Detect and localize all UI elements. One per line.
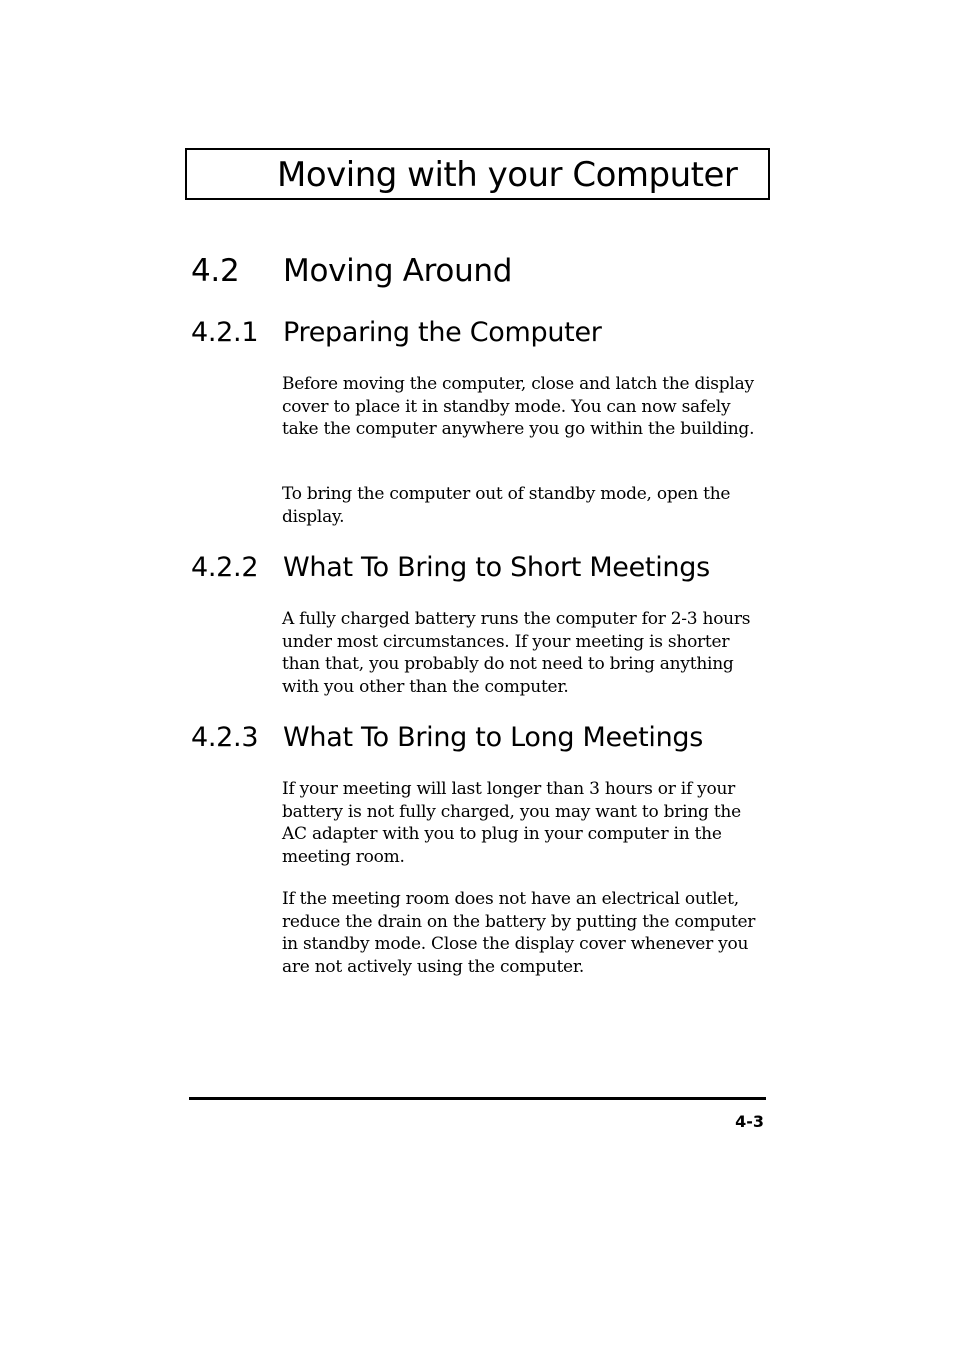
section-title: Moving Around bbox=[283, 253, 513, 289]
subsection-heading-preparing bbox=[191, 317, 602, 349]
subsection-title: Preparing the Computer bbox=[283, 317, 602, 348]
paragraph: Before moving the computer, close and latch the display cover to place it in standby mode. You can now safely take the computer anywhere you go within the building. bbox=[282, 374, 755, 440]
paragraph: If your meeting will last longer than 3 hours or if your battery is not fully charged, you may want to bring the AC adapter with you to plug in your computer in the meeting room. bbox=[282, 779, 741, 868]
paragraph: To bring the computer out of standby mode, open the display. bbox=[282, 484, 731, 527]
subsection-number: 4.2.3 bbox=[191, 722, 259, 753]
section-number: 4.2 bbox=[191, 253, 240, 289]
chapter-header-box bbox=[185, 148, 770, 200]
subsection-heading-short-meetings bbox=[191, 552, 710, 584]
subsection-title: What To Bring to Short Meetings bbox=[283, 552, 710, 583]
section-heading bbox=[191, 253, 513, 289]
paragraph: If the meeting room does not have an electrical outlet, reduce the drain on the battery by putting the computer in standby mode. Close the display cover whenever you are not actively using the computer. bbox=[282, 889, 756, 978]
subsection-number: 4.2.1 bbox=[191, 317, 259, 348]
chapter-title: Moving with your Computer bbox=[277, 155, 738, 195]
footer-rule bbox=[189, 1097, 766, 1100]
page-number: 4-3 bbox=[735, 1112, 764, 1131]
paragraph: A fully charged battery runs the computer for 2-3 hours under most circumstances. If your meeting is shorter than that, you probably do not need to bring anything with you other than the computer. bbox=[282, 609, 751, 698]
subsection-title: What To Bring to Long Meetings bbox=[283, 722, 704, 753]
subsection-number: 4.2.2 bbox=[191, 552, 259, 583]
subsection-heading-long-meetings bbox=[191, 722, 704, 754]
